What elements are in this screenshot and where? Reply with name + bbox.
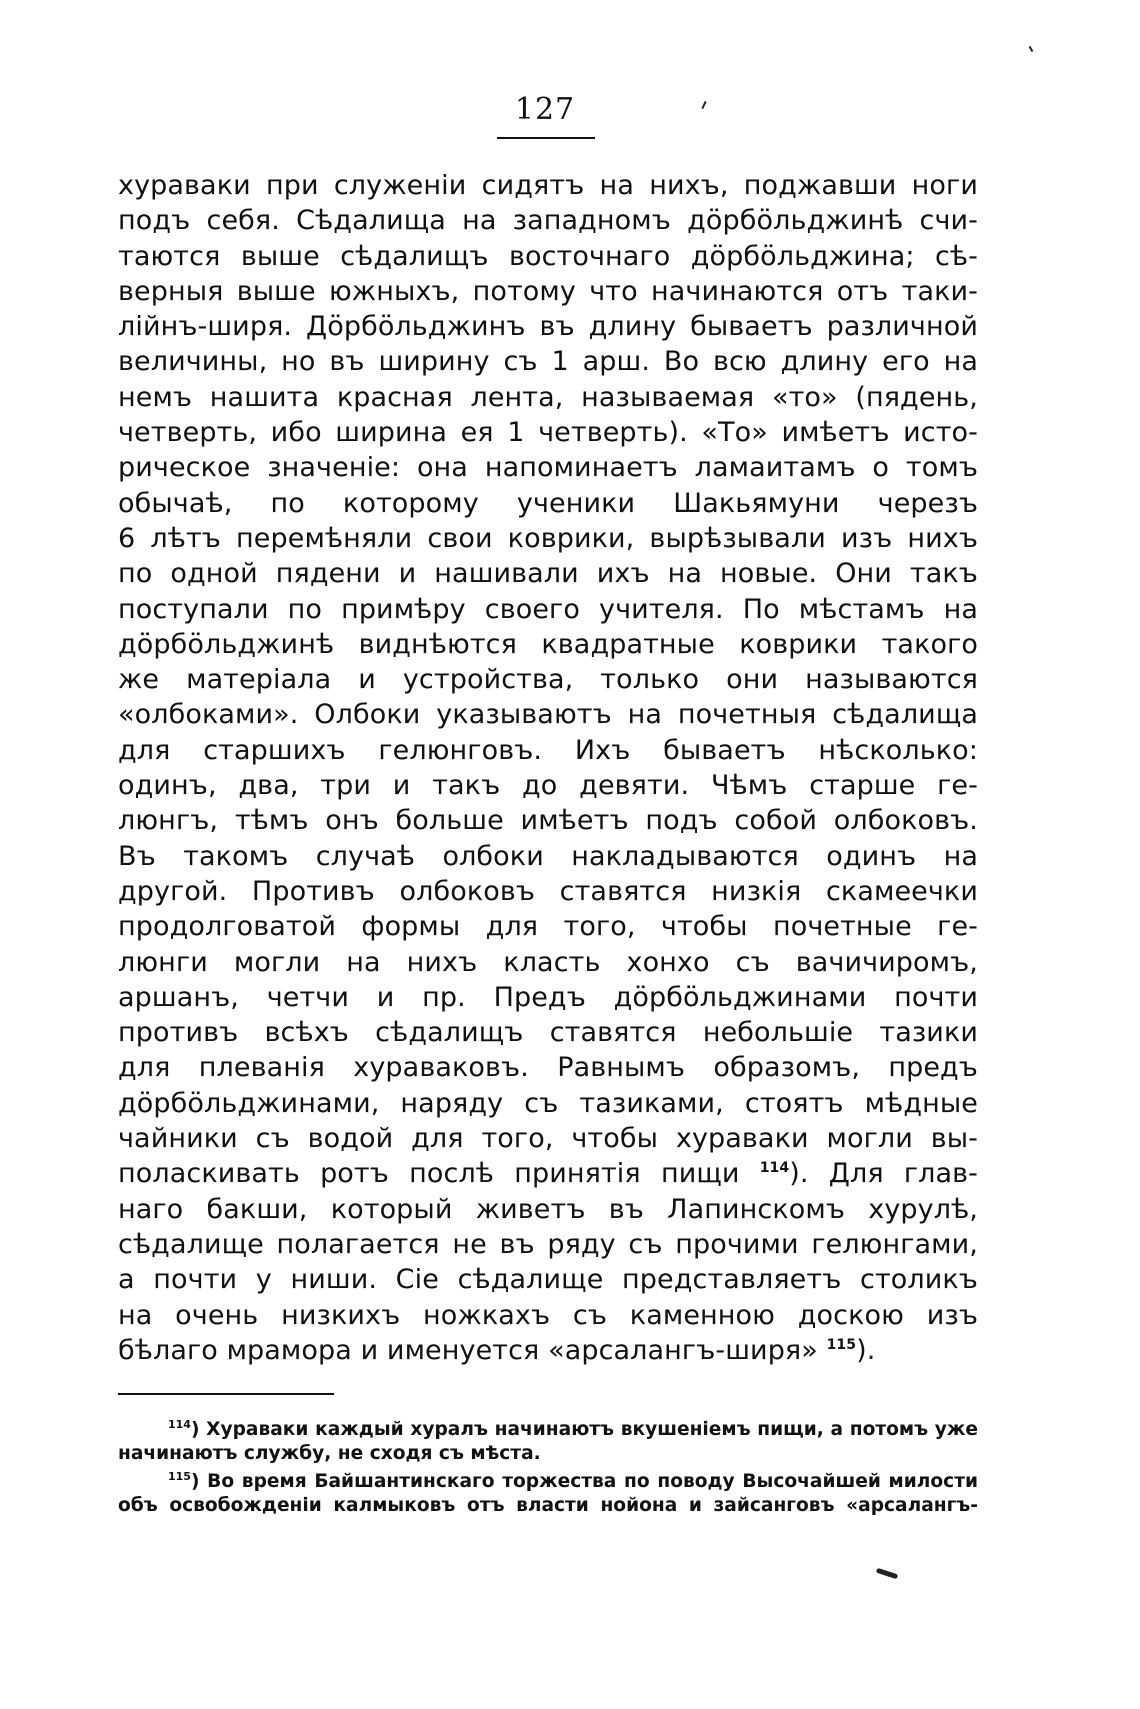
body-line: Въ такомъ случаѣ олбоки накладываются одинъ на: [118, 840, 978, 872]
body-line: таются выше сѣдалищъ восточнаго дöрбöльджина; сѣ-: [118, 240, 978, 272]
page-number-underline: [497, 137, 595, 139]
body-line: величины, но въ ширину съ 1 арш. Во всю длину его на: [118, 346, 978, 378]
body-line: противъ всѣхъ сѣдалищъ ставятся небольшіе тазики: [118, 1017, 978, 1049]
footnote-line: [118, 1470, 978, 1494]
body-line-text: ). Для глав-: [789, 1158, 978, 1190]
body-line: же матеріала и устройства, только они называются: [118, 664, 978, 696]
body-line: немъ нашита красная лента, называемая «то» (пядень,: [118, 381, 978, 413]
body-line: продолговатой формы для того, чтобы почетные ге-: [118, 911, 978, 943]
body-line: для старшихъ гелюнговъ. Ихъ бываетъ нѣсколько:: [118, 734, 978, 766]
footnote-text: ) Во время Байшантинскаго торжества по поводу Высочайшей милости: [190, 1471, 978, 1492]
body-line: на очень низкихъ ножкахъ съ каменною доскою изъ: [118, 1299, 978, 1331]
body-line: хураваки при служеніи сидятъ на нихъ, поджавши ноги: [118, 170, 978, 201]
body-line: верныя выше южныхъ, потому что начинаются отъ таки-: [118, 275, 978, 307]
body-line: другой. Противъ олбоковъ ставятся низкія скамеечки: [118, 875, 978, 907]
body-line-text: поласкивать ротъ послѣ принятія пищи: [118, 1158, 760, 1190]
body-line: [118, 1333, 978, 1368]
scan-speck: [701, 101, 706, 109]
body-line: рическое значеніе: она напоминаетъ ламаитамъ о томъ: [118, 452, 978, 484]
body-line: лійнъ-ширя. Дöрбöльджинъ въ длину бываетъ различной: [118, 311, 978, 343]
footnote-separator: [118, 1393, 334, 1395]
body-line: сѣдалище полагается не въ ряду съ прочими гелюнгами,: [118, 1228, 978, 1260]
body-line: одинъ, два, три и такъ до девяти. Чѣмъ старше ге-: [118, 770, 978, 802]
body-line: дöрбöльджинами, наряду съ тазиками, стоятъ мѣдные: [118, 1087, 978, 1119]
footnote-reference: 115: [826, 1336, 857, 1353]
body-line: для плеванія хураваковъ. Равнымъ образомъ, предъ: [118, 1052, 978, 1084]
body-line: чайники съ водой для того, чтобы хураваки могли вы-: [118, 1123, 978, 1155]
body-line: дöрбöльджинѣ виднѣются квадратные коврики такого: [118, 628, 978, 660]
footnote-line: объ освобожденіи калмыковъ отъ власти нойона и зайсанговъ «арсалангъ-: [118, 1495, 978, 1516]
body-line: по одной пядени и нашивали ихъ на новые. Они такъ: [118, 558, 978, 590]
body-line: 6 лѣтъ перемѣняли свои коврики, вырѣзывали изъ нихъ: [118, 522, 978, 554]
body-line-text: ).: [856, 1334, 876, 1366]
body-line: четверть, ибо ширина ея 1 четверть). «То» имѣетъ исто-: [118, 417, 978, 449]
body-line: люнги могли на нихъ класть хонхо съ вачичиромъ,: [118, 946, 978, 978]
body-line: аршанъ, четчи и пр. Предъ дöрбöльджинами почти: [118, 981, 978, 1013]
footnotes: [118, 1418, 978, 1522]
page-number: 127: [514, 92, 576, 127]
body-line: поступали по примѣру своего учителя. По мѣстамъ на: [118, 593, 978, 625]
body-line: наго бакши, который живетъ въ Лапинскомъ хурулѣ,: [118, 1193, 978, 1225]
body-line: [118, 1156, 978, 1191]
footnote-marker: 115: [168, 1469, 191, 1483]
body-line: «олбоками». Олбоки указываютъ на почетныя сѣдалища: [118, 699, 978, 731]
footnote-text: ) Хураваки каждый хуралъ начинаютъ вкушеніемъ пищи, а потомъ уже: [190, 1419, 978, 1440]
body-line: подъ себя. Сѣдалища на западномъ дöрбöльджинѣ счи-: [118, 205, 978, 237]
body-line: люнгъ, тѣмъ онъ больше имѣетъ подъ собой олбоковъ.: [118, 805, 978, 837]
footnote-marker: 114: [168, 1417, 191, 1431]
scan-speck: [1029, 46, 1034, 52]
footnote: [118, 1470, 978, 1518]
footnote: [118, 1418, 978, 1466]
body-line: а почти у ниши. Сіе сѣдалище представляетъ столикъ: [118, 1264, 978, 1296]
footnote-reference: 114: [759, 1160, 790, 1177]
body-text: [118, 168, 978, 1368]
body-line: обычаѣ, по которому ученики Шакьямуни черезъ: [118, 487, 978, 519]
footnote-line: [118, 1418, 978, 1442]
footnote-line: начинаютъ службу, не сходя съ мѣста.: [118, 1443, 541, 1464]
scan-speck: [876, 1568, 898, 1580]
body-line-text: бѣлаго мрамора и именуется «арсалангъ-ширя»: [118, 1334, 827, 1366]
